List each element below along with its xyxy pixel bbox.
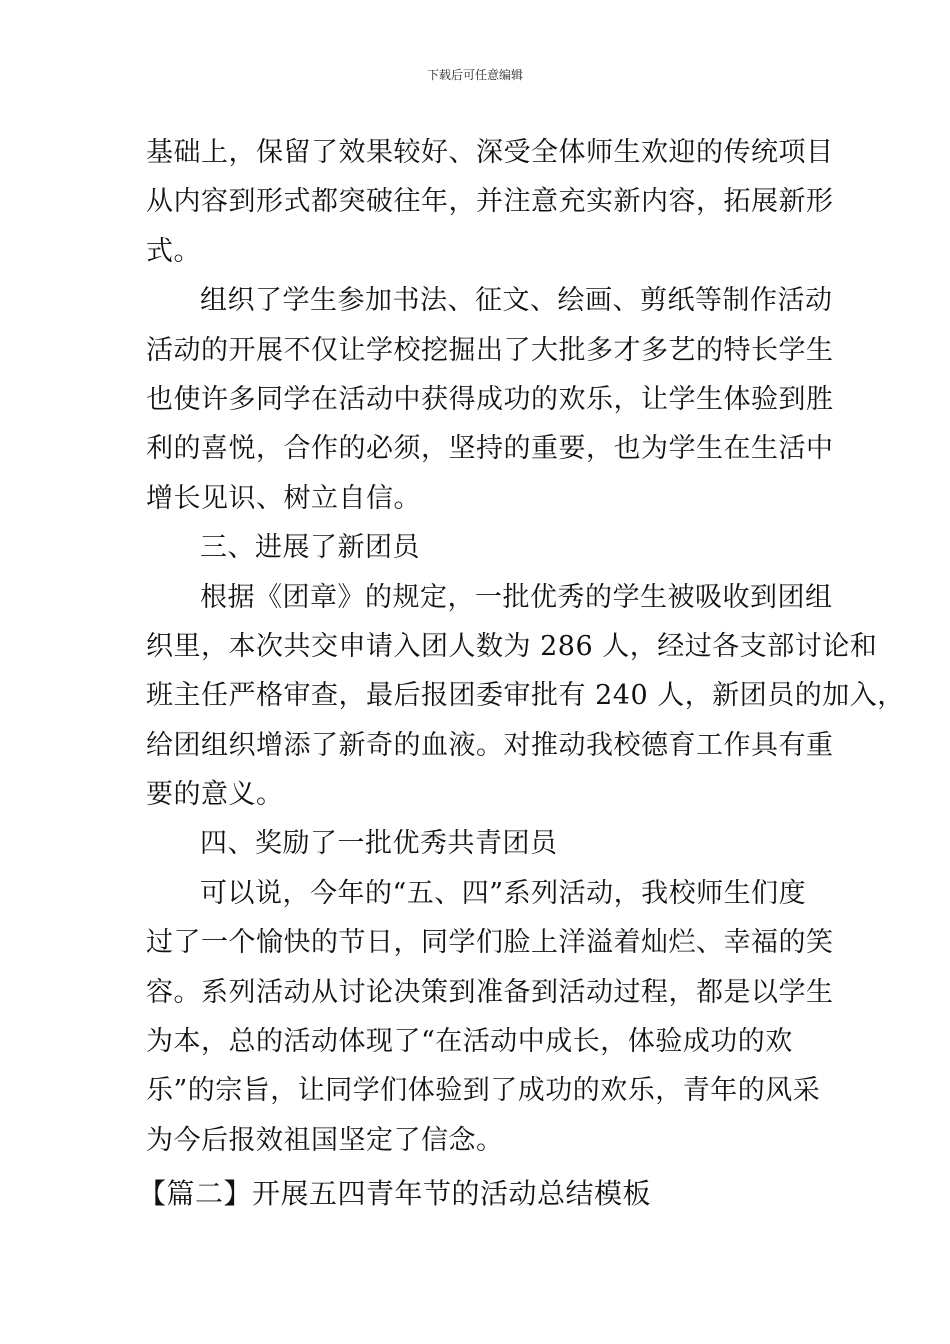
text-line: 也使许多同学在活动中获得成功的欢乐，让学生体验到胜 — [146, 383, 834, 415]
text-line: 增长见识、树立自信。 — [146, 482, 421, 514]
section-heading: 【篇二】开展五四青年节的活动总结模板 — [138, 1177, 652, 1211]
paragraph — [146, 869, 836, 1165]
text-line: 式。 — [146, 235, 201, 267]
text-line: 活动的开展不仅让学校挖掘出了大批多才多艺的特长学生 — [146, 334, 834, 366]
page-header: 下载后可任意编辑 — [426, 68, 523, 82]
text-line: 基础上，保留了效果较好、深受全体师生欢迎的传统项目 — [146, 137, 834, 168]
paragraph — [146, 573, 905, 820]
text-line: 容。系列活动从讨论决策到准备到活动过程，都是以学生 — [146, 976, 834, 1008]
text-line: 乐”的宗旨，让同学们体验到了成功的欢乐，青年的风采 — [146, 1075, 821, 1107]
text-line: 三、进展了新团员 — [200, 532, 420, 564]
text-line: 给团组织增添了新奇的血液。对推动我校德育工作具有重 — [146, 729, 834, 761]
text-line: 过了一个愉快的节日，同学们脸上洋溢着灿烂、幸福的笑 — [146, 927, 834, 959]
text-line: 利的喜悦，合作的必须，坚持的重要，也为学生在生活中 — [146, 433, 834, 465]
text-line: 为今后报效祖国坚定了信念。 — [146, 1124, 504, 1156]
text-line: 为本，总的活动体现了“在活动中成长，体验成功的欢 — [146, 1026, 793, 1058]
document-body — [138, 128, 905, 1219]
text-line: 组织了学生参加书法、征文、绘画、剪纸等制作活动 — [200, 285, 833, 317]
text-line: 四、奖励了一批优秀共青团员 — [200, 828, 558, 860]
text-line: 根据《团章》的规定，一批优秀的学生被吸收到团组 — [200, 581, 833, 613]
text-line: 从内容到形式都突破往年，并注意充实新内容，拓展新形 — [146, 186, 834, 218]
text-line: 可以说，今年的“五、四”系列活动，我校师生们度 — [200, 877, 807, 909]
paragraph — [146, 128, 836, 276]
text-line: 班主任严格审查，最后报团委审批有 240 人，新团员的加入， — [146, 680, 905, 712]
text-line: 要的意义。 — [146, 779, 284, 811]
subheading — [146, 523, 836, 572]
text-line: 织里，本次共交申请入团人数为 286 人，经过各支部讨论和 — [146, 630, 878, 662]
subheading — [146, 819, 836, 868]
paragraph — [146, 276, 836, 523]
